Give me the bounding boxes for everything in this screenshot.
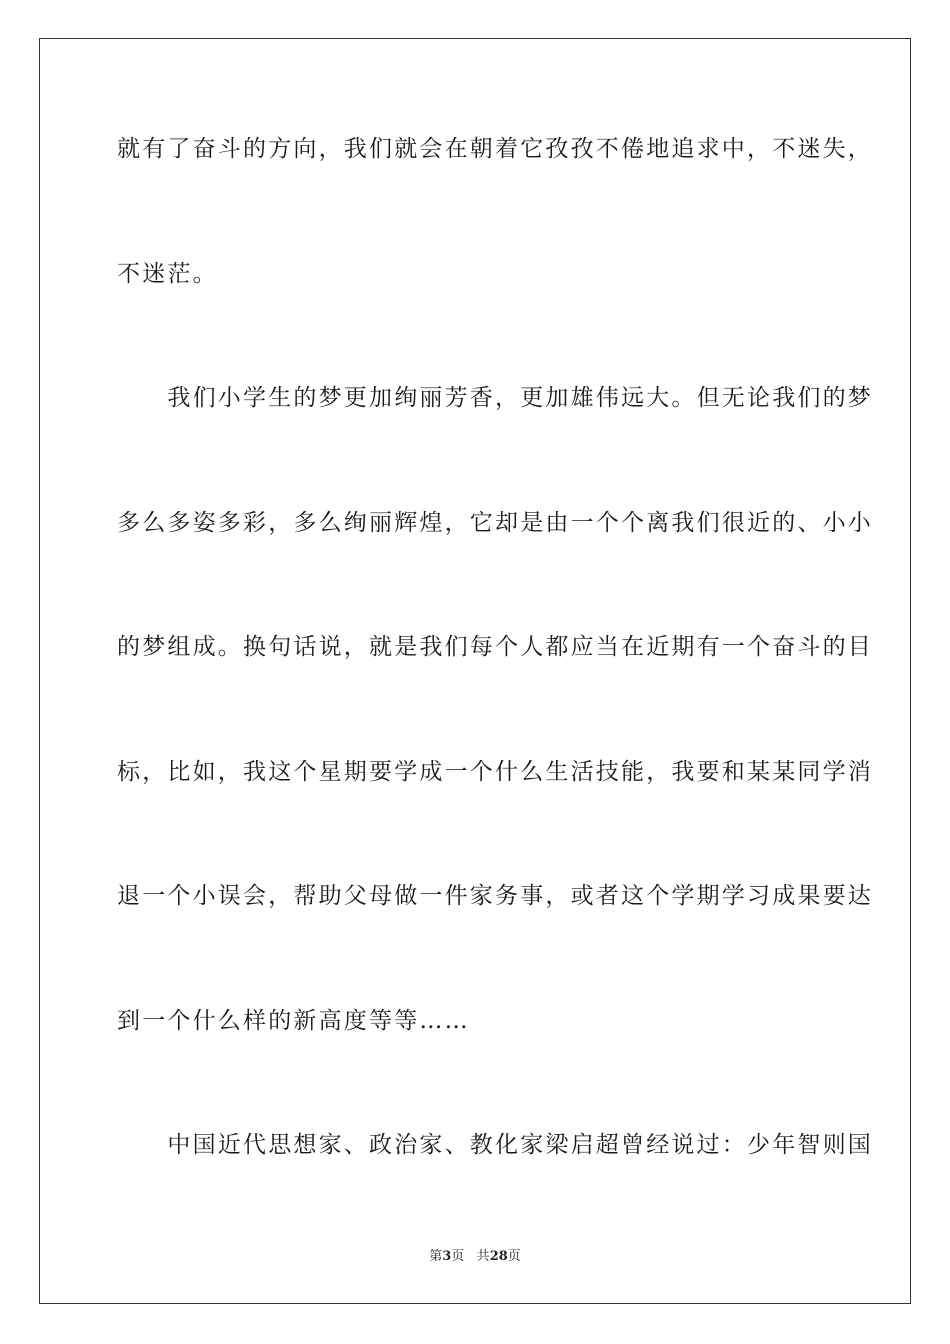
footer-total-pages: 28: [489, 1249, 508, 1264]
footer-page-number: 3: [442, 1249, 452, 1264]
body-text-line-7: 退一个小误会，帮助父母做一件家务事，或者这个学期学习成果要达: [117, 883, 873, 909]
footer-page-prefix: 第: [429, 1249, 443, 1264]
footer-page-suffix: 页: [451, 1249, 465, 1264]
body-text-line-9: 中国近代思想家、政治家、教化家梁启超曾经说过：少年智则国: [117, 1132, 873, 1158]
body-text-line-3: 我们小学生的梦更加绚丽芳香，更加雄伟远大。但无论我们的梦: [117, 385, 873, 411]
body-text-line-8: 到一个什么样的新高度等等……: [117, 1008, 470, 1034]
footer-total-suffix: 页: [507, 1249, 521, 1264]
body-text-line-4: 多么多姿多彩，多么绚丽辉煌，它却是由一个个离我们很近的、小小: [117, 510, 873, 536]
body-text-line-6: 标，比如，我这个星期要学成一个什么生活技能，我要和某某同学消: [117, 759, 873, 785]
footer-total-prefix: 共: [476, 1249, 490, 1264]
page-border: [39, 38, 911, 1304]
body-text-line-2: 不迷茫。: [117, 261, 218, 287]
body-text-line-5: 的梦组成。换句话说，就是我们每个人都应当在近期有一个奋斗的目: [117, 634, 873, 660]
page-footer: [0, 1248, 950, 1266]
body-text-line-1: 就有了奋斗的方向，我们就会在朝着它孜孜不倦地追求中，不迷失，: [117, 136, 873, 162]
